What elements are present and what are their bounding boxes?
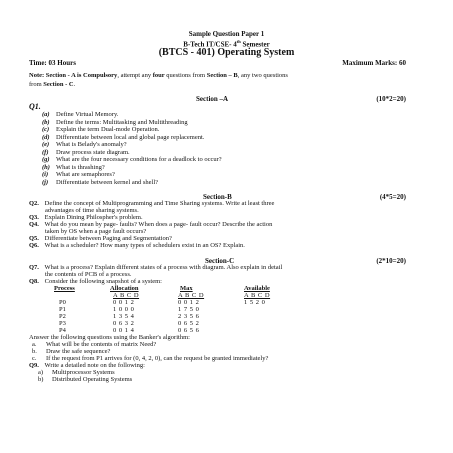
section-c-title: Section-C (205, 257, 235, 265)
table-header-max: Max (180, 285, 193, 292)
table-header-process: Process (54, 285, 75, 292)
allocation-columns: A B C D (113, 292, 140, 299)
section-b-line: Q6. What is a scheduler? How many types of schedulers exist in an OS? Explain. (29, 242, 245, 249)
table-row-process: P0 (59, 299, 66, 306)
q9-line: Q9. Write a detailed note on the following: (29, 362, 145, 369)
section-b-line: Q5. Differentiate between Paging and Segmentation? (29, 235, 172, 242)
section-a-item: (g) What are the four necessary conditions for a deadlock to occur? (42, 156, 222, 163)
max-marks-label: Maximum Marks: 60 (342, 59, 406, 67)
section-b-line: taken by OS when a page fault occurs? (45, 228, 147, 235)
note-topic: b) Distributed Operating Systems (38, 376, 133, 383)
available-columns: A B C D (244, 292, 271, 299)
table-row-allocation: 1 0 0 0 (113, 306, 135, 313)
table-row-max: 0 0 1 2 (178, 299, 200, 306)
section-a-item: (a) Define Virtual Memory. (42, 111, 119, 118)
paper-title: Sample Question Paper 1 (188, 30, 265, 38)
table-header-allocation: Allocation (110, 285, 139, 292)
table-row-allocation: 0 0 1 4 (113, 327, 135, 334)
section-a-marks: (10*2=20) (376, 95, 406, 103)
section-a-item: (e) What is Belady's anomaly? (42, 141, 127, 148)
section-b-line: Q4. What do you mean by page- faults? When does a page- fault occur? Describe the action (29, 221, 273, 228)
table-row-allocation: 1 3 5 4 (113, 313, 135, 320)
section-a-item: (b) Define the terms: Multitasking and Multithreading (42, 118, 188, 126)
table-row-process: P2 (59, 313, 66, 320)
subject-title: (BTCS - 401) Operating System (158, 47, 295, 58)
note-line-2: from Section - C. (29, 81, 76, 88)
section-a-item: (d) Differentiate between local and global page replacement. (42, 133, 205, 141)
section-a-item: (c) Explain the term Dual-mode Operation. (42, 126, 160, 133)
table-row-max: 2 3 5 6 (178, 313, 200, 320)
table-row-allocation: 0 6 3 2 (113, 320, 135, 327)
section-a-item: (f) Draw process state diagram. (42, 148, 130, 156)
note-line-1: Note: Section - A is Compulsory, attempt any four questions from Section – B, any two questions (29, 72, 288, 79)
section-b-line: advantages of time sharing systems. (45, 207, 139, 214)
table-header-available: Available (244, 285, 270, 292)
table-row-available: 1 5 2 0 (244, 299, 266, 306)
table-row-process: P3 (59, 320, 66, 327)
q7-line-2: the contents of PCB of a process. (45, 271, 132, 278)
table-row-max: 0 6 5 6 (178, 327, 200, 334)
q8-line: Q8. Consider the following snapshot of a system: (29, 278, 162, 285)
bankers-intro: Answer the following questions using the Banker's algorithm: (29, 334, 190, 341)
section-a-item: (j) Differentiate between kernel and shell? (42, 178, 159, 186)
section-c-marks: (2*10=20) (376, 257, 406, 265)
section-b-line: Q3. Explain Dining Philospher's problem. (29, 214, 143, 221)
table-row-process: P1 (59, 306, 66, 313)
bankers-question: a. What will be the contents of matrix Need? (32, 341, 157, 348)
section-b-title: Section-B (203, 193, 232, 201)
note-topic: a) Multiprocessor Systems (38, 369, 115, 376)
table-row-max: 0 6 5 2 (178, 320, 200, 327)
table-row-process: P4 (59, 327, 66, 334)
bankers-question: b. Draw the safe sequence? (32, 348, 111, 355)
section-a-item: (i) What are semaphores? (42, 171, 115, 178)
section-b-marks: (4*5=20) (379, 193, 406, 201)
section-a-qnum: Q1. (29, 102, 41, 111)
time-label: Time: 03 Hours (29, 59, 76, 67)
bankers-question: c. If the request from P1 arrives for (0, 4, 2, 0), can the request be granted immediately? (32, 355, 269, 362)
section-a-item: (h) What is thrashing? (42, 163, 105, 171)
section-a-title: Section –A (196, 95, 229, 103)
table-row-allocation: 0 0 1 2 (113, 299, 135, 306)
course-line: B-Tech IT/CSE- 4th Semester (183, 39, 270, 49)
q7-line-1: Q7. What is a process? Explain different states of a process with diagram. Also explain in detail (29, 264, 283, 271)
max-columns: A B C D (178, 292, 205, 299)
table-row-max: 1 7 5 0 (178, 306, 200, 313)
section-b-line: Q2. Define the concept of Multiprogramming and Time Sharing systems. Write at least three (29, 200, 275, 207)
